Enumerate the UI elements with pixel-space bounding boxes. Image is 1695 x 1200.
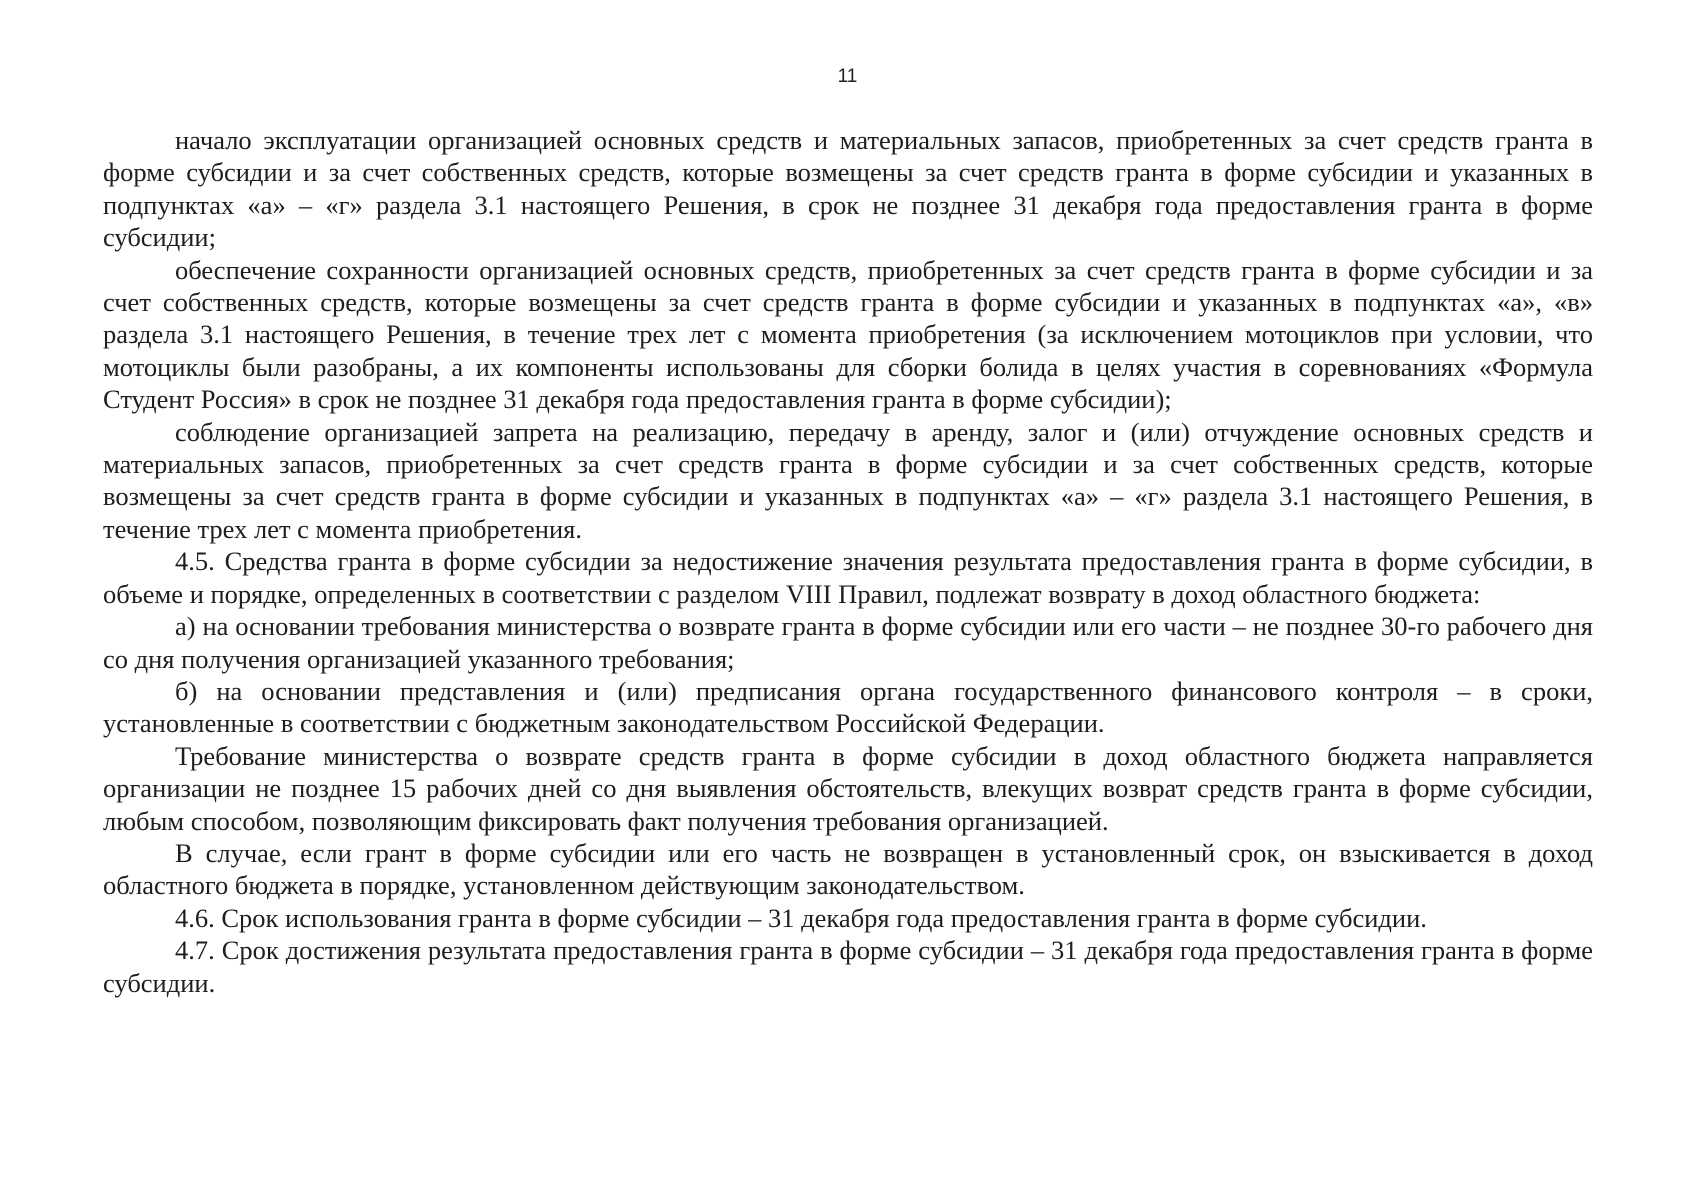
paragraph-4-5-a: а) на основании требования министерства о возврате гранта в форме субсидии или его части – не позднее 30-го рабочего дня со дня получения организацией указанного требования; — [103, 611, 1593, 674]
document-body — [103, 124, 1593, 999]
page-number: 11 — [837, 66, 858, 87]
paragraph-4-5: 4.5. Средства гранта в форме субсидии за недостижение значения результата предоставления гранта в форме субсидии, в объеме и порядке, определенных в соответствии с разделом VIII Правил, подлежат возврату в доход областного бюджета: — [103, 546, 1593, 609]
paragraph-exploitation-start: начало эксплуатации организацией основных средств и материальных запасов, приобретенных за счет средств гранта в форме субсидии и за счет собственных средств, которые возмещены за счет средств гранта в форме субсидии и указанных в подпунктах «а» – «г» раздела 3.1 настоящего Решения, в срок не позднее 31 декабря года предоставления гранта в форме субсидии; — [103, 125, 1593, 253]
paragraph-4-5-b: б) на основании представления и (или) предписания органа государственного финансового контроля – в сроки, установленные в соответствии с бюджетным законодательством Российской Федерации. — [103, 675, 1593, 739]
paragraph-return-requirement: Требование министерства о возврате средств гранта в форме субсидии в доход областного бюджета направляется организации не позднее 15 рабочих дней со дня выявления обстоятельств, влекущих возврат средств гранта в форме субсидии, любым способом, позволяющим фиксировать факт получения требования организацией. — [103, 740, 1593, 836]
paragraph-assets-preservation: обеспечение сохранности организацией основных средств, приобретенных за счет средств гранта в форме субсидии и за счет собственных средств, которые возмещены за счет средств гранта в форме субсидии и указанных в подпунктах «а», «в» раздела 3.1 настоящего Решения, в течение трех лет с момента приобретения (за исключением мотоциклов при условии, что мотоциклы были разобраны, а их компоненты использованы для сборки болида в целях участия в соревнованиях «Формула Студент Россия» в срок не позднее 31 декабря года предоставления гранта в форме субсидии); — [103, 254, 1593, 415]
paragraph-4-6: 4.6. Срок использования гранта в форме субсидии – 31 декабря года предоставления гранта в форме субсидии. — [175, 902, 1427, 933]
paragraph-disposal-prohibition: соблюдение организацией запрета на реализацию, передачу в аренду, залог и (или) отчуждение основных средств и материальных запасов, приобретенных за счет средств гранта в форме субсидии и за счет собственных средств, которые возмещены за счет средств гранта в форме субсидии и указанных в подпунктах «а» – «г» раздела 3.1 настоящего Решения, в течение трех лет с момента приобретения. — [103, 416, 1593, 544]
paragraph-4-7: 4.7. Срок достижения результата предоставления гранта в форме субсидии – 31 декабря года предоставления гранта в форме субсидии. — [103, 935, 1593, 998]
paragraph-recovery: В случае, если грант в форме субсидии или его часть не возвращен в установленный срок, он взыскивается в доход областного бюджета в порядке, установленном действующим законодательством. — [103, 837, 1593, 901]
